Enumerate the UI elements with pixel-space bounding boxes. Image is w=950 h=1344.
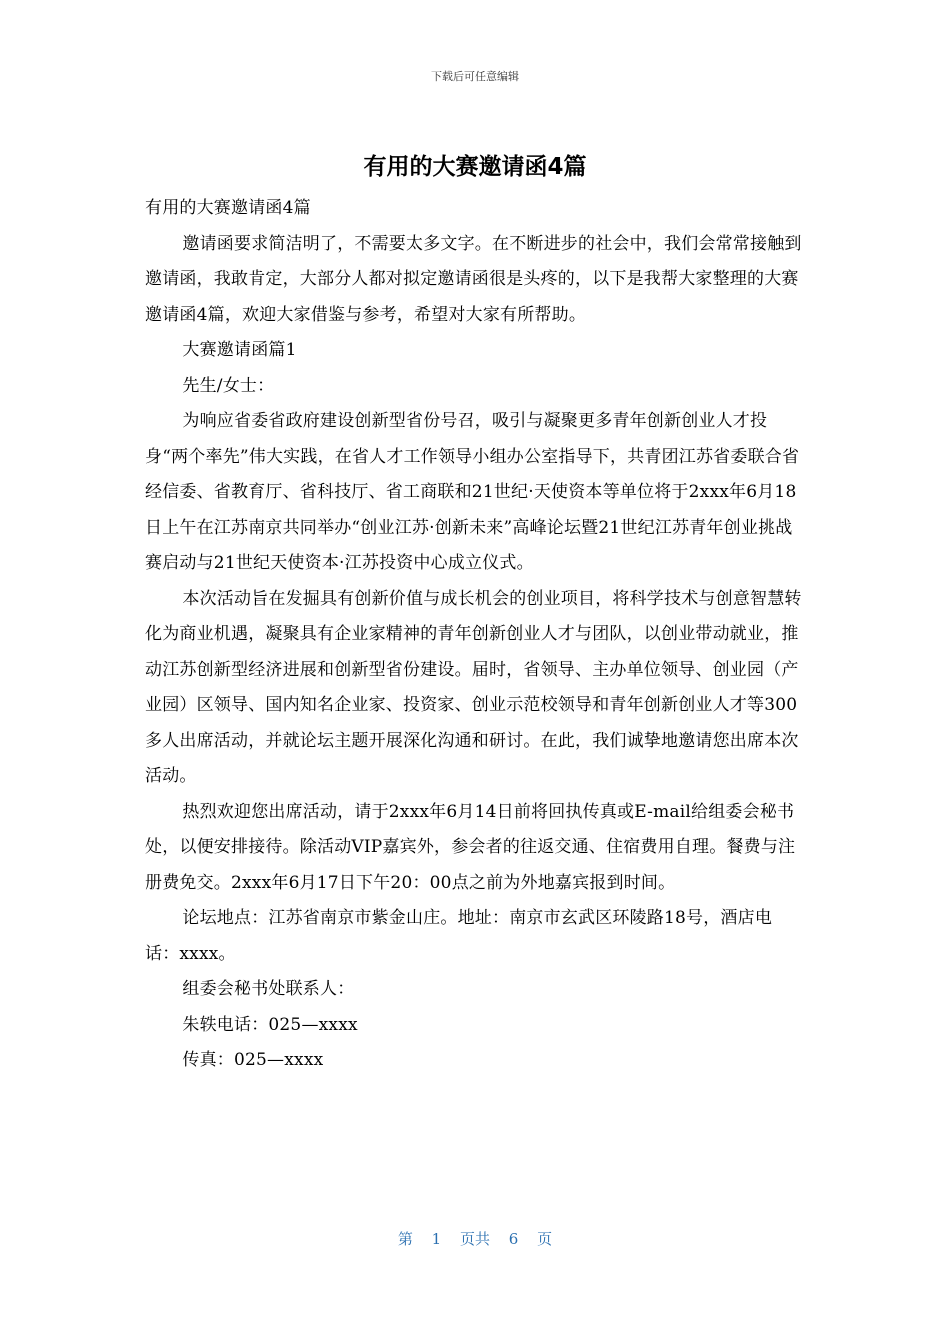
document-title: 有用的大赛邀请函4篇	[363, 154, 587, 180]
paragraph-background: 为响应省委省政府建设创新型省份号召，吸引与凝聚更多青年创新创业人才投身“两个率先”伟大实践，在省人才工作领导小组办公室指导下，共青团江苏省委联合省经信委、省教育厅、省科技厅、省工商联和21世纪·天使资本等单位将于2xxx年6月18日上午在江苏南京共同举办“创业江苏·创新未来”高峰论坛暨21世纪江苏青年创业挑战赛启动与21世纪天使资本·江苏投资中心成立仪式。	[145, 411, 800, 573]
salutation: 先生/女士：	[182, 375, 275, 396]
contact-phone: 朱轶电话：025—xxxx	[182, 1014, 358, 1035]
paragraph-subtitle: 有用的大赛邀请函4篇	[145, 198, 311, 218]
page-number-footer: 第 1 页共 6 页	[397, 1230, 553, 1248]
paragraph-venue: 论坛地点：江苏省南京市紫金山庄。地址：南京市玄武区环陵路18号，酒店电话：xxxx。	[145, 908, 773, 964]
contact-fax: 传真：025—xxxx	[182, 1050, 324, 1070]
header-note: 下载后可任意编辑	[431, 70, 519, 83]
paragraph-purpose: 本次活动旨在发掘具有创新价值与成长机会的创业项目，将科学技术与创意智慧转化为商业机遇，凝聚具有企业家精神的青年创新创业人才与团队，以创业带动就业，推动江苏创新型经济进展和创新型省份建设。届时，省领导、主办单位领导、创业园（产业园）区领导、国内知名企业家、投资家、创业示范校领导和青年创新创业人才等300多人出席活动，并就论坛主题开展深化沟通和研讨。在此，我们诚挚地邀请您出席本次活动。	[145, 588, 802, 786]
paragraph-intro: 邀请函要求简洁明了，不需要太多文字。在不断进步的社会中，我们会常常接触到邀请函，我敢肯定，大部分人都对拟定邀请函很是头疼的，以下是我帮大家整理的大赛邀请函4篇，欢迎大家借鉴与参考，希望对大家有所帮助。	[145, 233, 802, 325]
document-body	[145, 191, 805, 1079]
section-heading: 大赛邀请函篇1	[182, 340, 297, 360]
paragraph-registration: 热烈欢迎您出席活动，请于2xxx年6月14日前将回执传真或E-mail给组委会秘书处，以便安排接待。除活动VIP嘉宾外，参会者的往返交通、住宿费用自理。餐费与注册费免交。2xxx年6月17日下午20：00点之前为外地嘉宾报到时间。	[145, 801, 796, 893]
contact-heading: 组委会秘书处联系人：	[182, 979, 355, 999]
